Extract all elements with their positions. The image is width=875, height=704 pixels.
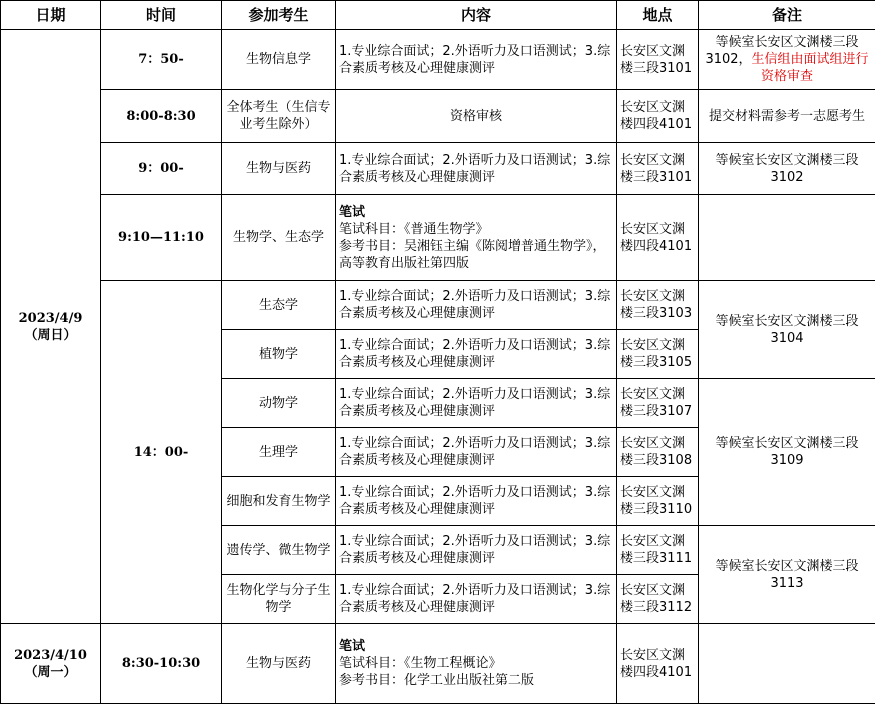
weekday-text: （周一）: [24, 664, 77, 680]
date-cell: [1, 624, 101, 704]
location-cell: 长安区文渊楼三段3111: [617, 526, 699, 575]
candidates-cell: 生理学: [222, 428, 336, 477]
time-cell: 8:30-10:30: [101, 624, 222, 704]
header-time: 时间: [101, 1, 222, 30]
location-cell: 长安区文渊楼三段3110: [617, 477, 699, 526]
notes-cell: [699, 195, 875, 281]
location-cell: 长安区文渊楼三段3103: [617, 281, 699, 330]
location-cell: 长安区文渊楼四段4101: [617, 195, 699, 281]
table-row: [1, 624, 875, 704]
content-cell: 1.专业综合面试；2.外语听力及口语测试；3.综合素质考核及心理健康测评: [336, 428, 617, 477]
location-cell: 长安区文渊楼四段4101: [617, 624, 699, 704]
candidates-cell: 生物信息学: [222, 30, 336, 90]
location-cell: 长安区文渊楼三段3105: [617, 330, 699, 379]
content-cell: 1.专业综合面试；2.外语听力及口语测试；3.综合素质考核及心理健康测评: [336, 379, 617, 428]
candidates-cell: 生物与医药: [222, 143, 336, 195]
time-cell: 9：00-: [101, 143, 222, 195]
location-cell: 长安区文渊楼三段3101: [617, 30, 699, 90]
notes-cell: 等候室长安区文渊楼三段3113: [699, 526, 875, 624]
content-cell: 1.专业综合面试；2.外语听力及口语测试；3.综合素质考核及心理健康测评: [336, 330, 617, 379]
date-text: 2023/4/10: [14, 647, 87, 663]
location-cell: 长安区文渊楼三段3107: [617, 379, 699, 428]
header-row: [1, 1, 875, 30]
notes-text: 等候室长安区文渊楼三段3102，: [705, 35, 859, 67]
time-cell: 9:10—11:10: [101, 195, 222, 281]
candidates-cell: 生物化学与分子生物学: [222, 575, 336, 624]
candidates-cell: 全体考生（生信专业考生除外）: [222, 90, 336, 143]
written-exam-heading: 笔试: [339, 204, 366, 220]
candidates-cell: 生态学: [222, 281, 336, 330]
header-location: 地点: [617, 1, 699, 30]
time-cell: 14：00-: [101, 281, 222, 624]
table-row: [1, 30, 875, 90]
notes-highlight-text: 生信组由面试组进行资格审查: [751, 52, 869, 84]
written-exam-subject: 笔试科目：《普通生物学》: [339, 221, 489, 237]
location-cell: 长安区文渊楼三段3101: [617, 143, 699, 195]
header-notes: 备注: [699, 1, 875, 30]
reference-book: 参考书目：吴湘钰主编《陈阅增普通生物学》，高等教育出版社第四版: [339, 238, 606, 271]
candidates-cell: 细胞和发育生物学: [222, 477, 336, 526]
date-cell: [1, 30, 101, 624]
content-cell: 资格审核: [336, 90, 617, 143]
header-candidates: 参加考生: [222, 1, 336, 30]
header-content: 内容: [336, 1, 617, 30]
table-row: [1, 143, 875, 195]
reference-book: 参考书目：化学工业出版社第二版: [339, 673, 535, 688]
notes-cell: [699, 624, 875, 704]
notes-cell: 等候室长安区文渊楼三段3102: [699, 143, 875, 195]
location-cell: 长安区文渊楼四段4101: [617, 90, 699, 143]
content-cell: 1.专业综合面试；2.外语听力及口语测试；3.综合素质考核及心理健康测评: [336, 281, 617, 330]
notes-cell: 等候室长安区文渊楼三段3109: [699, 379, 875, 526]
time-cell: 8:00-8:30: [101, 90, 222, 143]
written-exam-heading: 笔试: [339, 639, 366, 654]
table-row: [1, 195, 875, 281]
content-cell: [336, 624, 617, 704]
candidates-cell: 遗传学、微生物学: [222, 526, 336, 575]
candidates-cell: 动物学: [222, 379, 336, 428]
content-cell: 1.专业综合面试；2.外语听力及口语测试；3.综合素质考核及心理健康测评: [336, 575, 617, 624]
content-cell: [336, 195, 617, 281]
weekday-text: （周日）: [24, 327, 77, 343]
written-exam-subject: 笔试科目：《生物工程概论》: [339, 656, 502, 671]
notes-cell: 等候室长安区文渊楼三段3104: [699, 281, 875, 379]
content-cell: 1.专业综合面试；2.外语听力及口语测试；3.综合素质考核及心理健康测评: [336, 143, 617, 195]
table-row: [1, 90, 875, 143]
table-row: [1, 281, 875, 330]
time-cell: 7：50-: [101, 30, 222, 90]
content-cell: 1.专业综合面试；2.外语听力及口语测试；3.综合素质考核及心理健康测评: [336, 526, 617, 575]
location-cell: 长安区文渊楼三段3112: [617, 575, 699, 624]
candidates-cell: 生物与医药: [222, 624, 336, 704]
date-text: 2023/4/9: [18, 310, 83, 326]
content-cell: 1.专业综合面试；2.外语听力及口语测试；3.综合素质考核及心理健康测评: [336, 30, 617, 90]
location-cell: 长安区文渊楼三段3108: [617, 428, 699, 477]
candidates-cell: 生物学、生态学: [222, 195, 336, 281]
notes-cell: [699, 30, 875, 90]
notes-cell: 提交材料需参考一志愿考生: [699, 90, 875, 143]
candidates-cell: 植物学: [222, 330, 336, 379]
header-date: 日期: [1, 1, 101, 30]
content-cell: 1.专业综合面试；2.外语听力及口语测试；3.综合素质考核及心理健康测评: [336, 477, 617, 526]
